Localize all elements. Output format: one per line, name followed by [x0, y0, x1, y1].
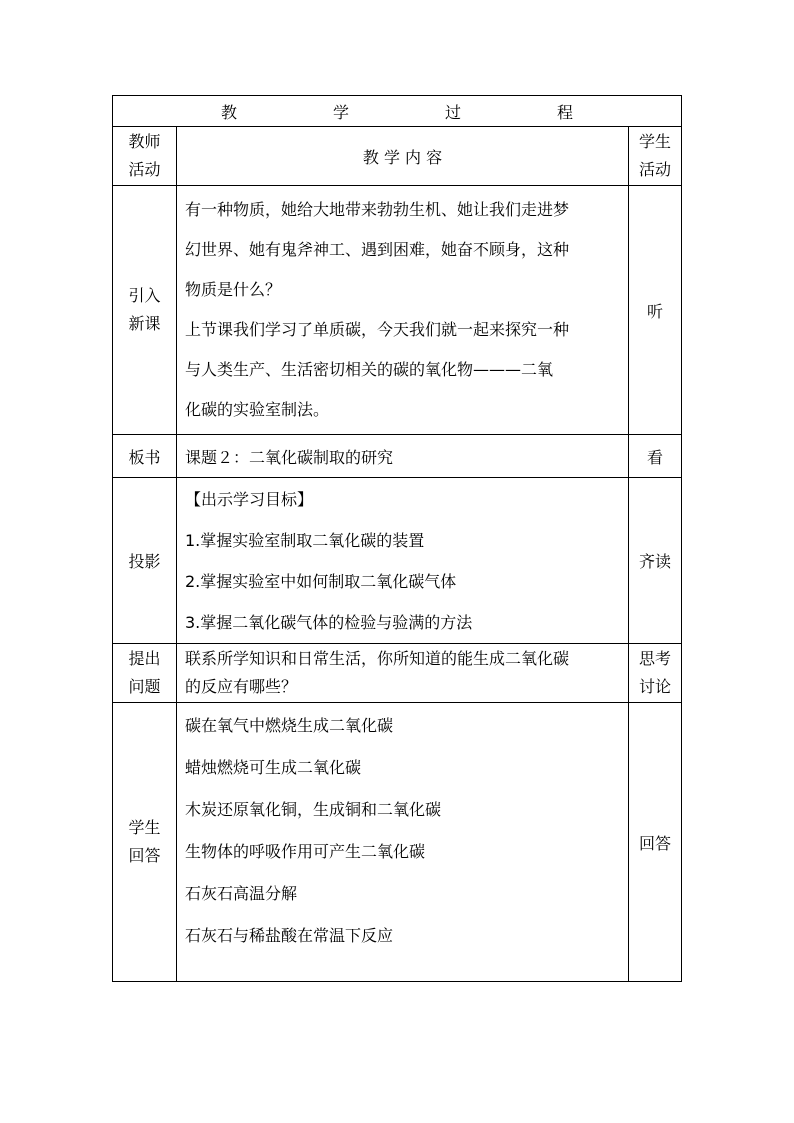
content-cell	[177, 644, 629, 703]
content-line: 化碳的实验室制法。	[185, 400, 330, 419]
student-activity-cell: 回答	[629, 703, 682, 982]
content-cell	[177, 478, 629, 644]
content-line: 生物体的呼吸作用可产生二氧化碳	[185, 842, 426, 861]
table-row	[113, 478, 682, 644]
table-row	[113, 703, 682, 982]
student-activity-text: 思考 讨论	[639, 649, 672, 696]
teacher-activity-cell	[113, 186, 177, 435]
content-line: 有一种物质，她给大地带来勃勃生机、她让我们走进梦	[185, 200, 570, 219]
content-cell	[177, 186, 629, 435]
header-student-activity-text: 学生 活动	[639, 132, 672, 179]
teacher-activity-text: 引入 新课	[128, 286, 161, 333]
content-line: 石灰石高温分解	[185, 884, 298, 903]
table-title: 教 学 过 程	[113, 96, 682, 127]
header-teacher-activity	[113, 127, 177, 186]
content-line: 幻世界、她有鬼斧神工、遇到困难，她奋不顾身，这种	[185, 240, 570, 259]
teacher-activity-text: 学生 回答	[128, 818, 161, 865]
table-row	[113, 186, 682, 435]
lesson-process-table	[112, 95, 682, 982]
column-header-row	[113, 127, 682, 186]
content-line: 物质是什么？	[185, 280, 282, 299]
header-teacher-activity-text: 教师 活动	[128, 132, 161, 179]
header-student-activity	[629, 127, 682, 186]
content-line: 2.掌握实验室中如何制取二氧化碳气体	[185, 571, 457, 591]
student-activity-cell: 齐读	[629, 478, 682, 644]
content-cell	[177, 703, 629, 982]
content-line: 3.掌握二氧化碳气体的检验与验满的方法	[185, 612, 473, 632]
student-activity-cell: 听	[629, 186, 682, 435]
content-cell: 课题２：二氧化碳制取的研究	[177, 435, 629, 478]
content-line: 联系所学知识和日常生活，你所知道的能生成二氧化碳	[185, 649, 570, 668]
content-line: 与人类生产、生活密切相关的碳的氧化物———二氧	[185, 360, 554, 379]
teacher-activity-cell: 投影	[113, 478, 177, 644]
content-line: 【出示学习目标】	[185, 489, 314, 509]
content-line: 的反应有哪些？	[185, 677, 298, 696]
content-line: 1.掌握实验室制取二氧化碳的装置	[185, 530, 425, 550]
teacher-activity-text: 提出 问题	[128, 649, 161, 696]
content-line: 碳在氧气中燃烧生成二氧化碳	[185, 716, 394, 735]
content-line: 蜡烛燃烧可生成二氧化碳	[185, 758, 362, 777]
content-line: 石灰石与稀盐酸在常温下反应	[185, 926, 394, 945]
content-line: 上节课我们学习了单质碳，今天我们就一起来探究一种	[185, 320, 570, 339]
header-content: 教 学 内 容	[177, 127, 629, 186]
teacher-activity-cell: 板书	[113, 435, 177, 478]
table-row	[113, 435, 682, 478]
teacher-activity-cell	[113, 644, 177, 703]
content-line: 木炭还原氧化铜，生成铜和二氧化碳	[185, 800, 442, 819]
teacher-activity-cell	[113, 703, 177, 982]
table-row	[113, 644, 682, 703]
student-activity-cell: 看	[629, 435, 682, 478]
table-title-row	[113, 96, 682, 127]
student-activity-cell	[629, 644, 682, 703]
